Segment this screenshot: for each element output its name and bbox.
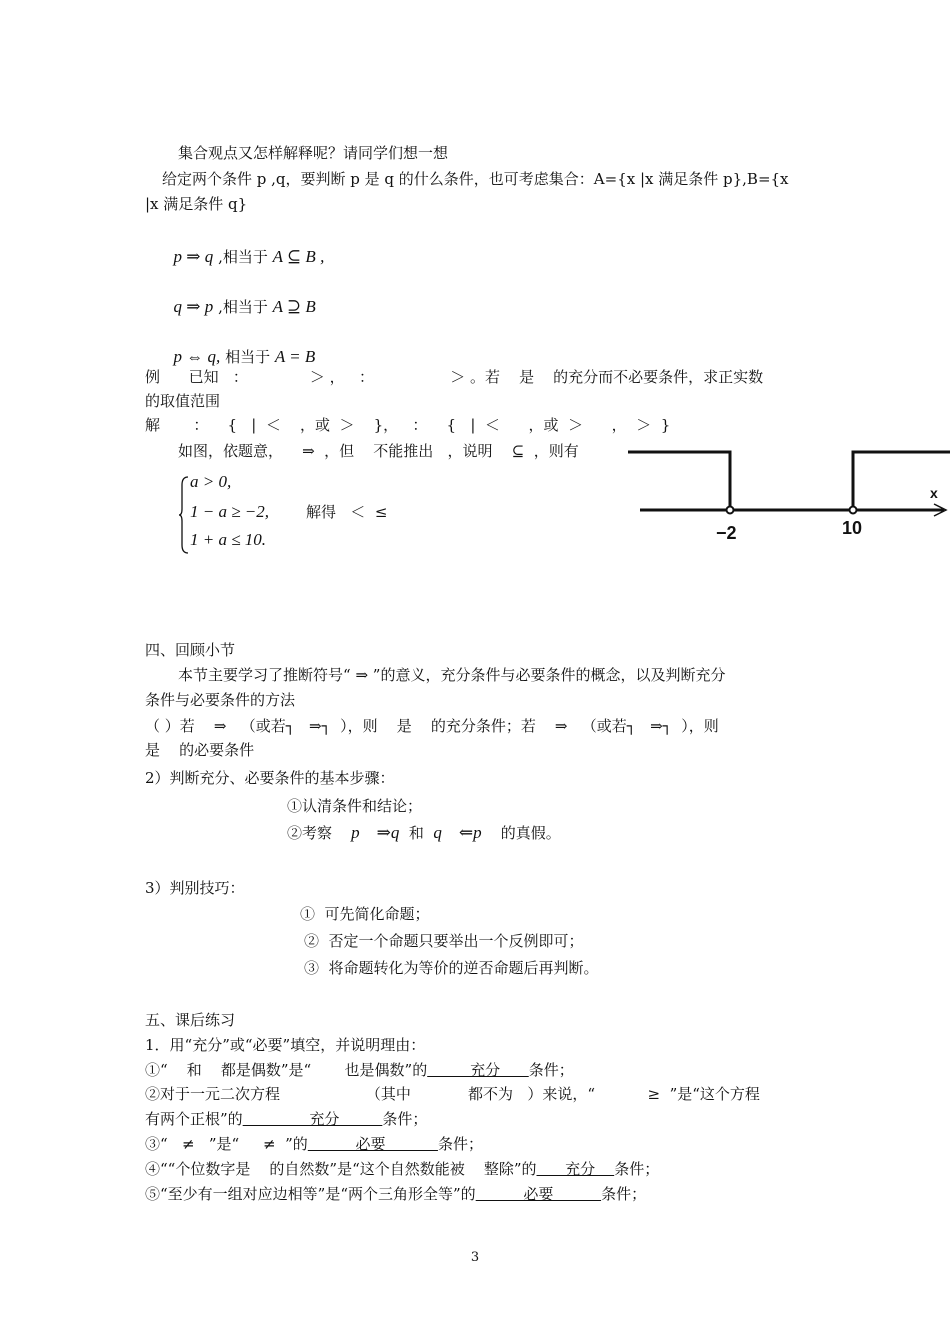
review-tip-3: ③ 将命题转化为等价的逆否命题后再判断。 [304,959,599,977]
formula-equal [164,327,315,367]
formula-mid: ,相当于 [213,248,273,266]
review-tip-2: ② 否定一个命题只要举出一个反例即可； [304,932,584,950]
formula-rhs: A ⊆ B , [272,247,325,266]
answer-text: 条件； [528,1061,574,1079]
answer-blank: 必要 [307,1135,438,1153]
exercise-q1: 1．用“充分”或“必要”填空，并说明理由： [145,1036,426,1054]
step-math-2: q ⇐p [433,823,482,842]
answer-text: 条件； [601,1185,647,1203]
exercise-answer-4 [145,1159,659,1179]
review-tip-1: ① 可先简化命题； [300,905,430,923]
review-item-3: 3）判别技巧： [145,879,245,897]
answer-text: ④““个位数字是 的自然数”是“这个自然数能被 整除”的 [145,1160,537,1178]
step-text: ②考察 [287,824,352,842]
answer-blank: 充分 [427,1061,529,1079]
system-brace-icon [179,476,189,554]
answer-text: 条件； [437,1135,483,1153]
exercise-answer-5 [145,1184,646,1204]
intro-line-1: 集合观点又怎样解释呢？请同学们想一想 [178,144,449,162]
exercise-answer-1 [145,1060,574,1080]
review-item-2: 2）判断充分、必要条件的基本步骤： [145,769,395,787]
number-line-diagram [620,446,950,546]
review-item-1a: （ ）若 ⇒ （或若┐ ⇒┐ ），则 是 的充分条件；若 ⇒ （或若┐ ⇒┐ ），则 [145,717,719,735]
formula-rhs: A ⊇ B [272,297,316,316]
review-para-1: 本节主要学习了推断符号“ ⇒ ”的意义，充分条件与必要条件的概念，以及判断充分 [178,666,726,684]
formula-rhs: A = B [274,347,316,366]
review-heading: 四、回顾小节 [145,641,236,659]
formula-lhs: p ⇒ q [173,247,214,266]
answer-text: ⑤“至少有一组对应边相等”是“两个三角形全等”的 [145,1185,476,1203]
formula-mid: 相当于 [220,348,275,366]
formula-mid: ,相当于 [213,298,273,316]
answer-text: 条件； [614,1160,660,1178]
answer-text: ③“ ≠ ”是“ ≠ ”的 [145,1135,308,1153]
intro-line-3: |x 满足条件 q} [145,195,248,213]
step-math-1: p ⇒q [351,823,400,842]
tick-label-neg2: −2 [716,523,737,543]
formula-lhs: p ⇔ q, [173,347,221,366]
solution-reasoning: 如图，依题意， ⇒ ，但 不能推出 ，说明 ⊆ ，则有 [178,442,579,460]
formula-subset [164,227,324,267]
review-item-1b: 是 的必要条件 [145,741,255,759]
system-eq-1: a > 0, [190,472,232,491]
exercise-answer-3 [145,1134,483,1154]
exercise-answer-2 [145,1109,427,1129]
open-point-icon [727,507,734,514]
solution-line: 解 ： { | ＜ ，或 ＞ }， ： { | ＜ ，或 ＞ ， ＞ } [145,416,671,434]
system-eq-3: 1 + a ≤ 10. [190,530,267,549]
system-eq-2: 1 − a ≥ −2, [190,502,270,521]
answer-text: 条件； [382,1110,428,1128]
formula-lhs: q ⇒ p [173,297,214,316]
answer-blank: 充分 [536,1160,615,1178]
answer-blank: 必要 [475,1185,602,1203]
axis-label-x: x [930,485,938,501]
intro-line-2: 给定两个条件 p ,q，要判断 p 是 q 的什么条件，也可考虑集合：A={x |x 满足条件 p},B={x [162,170,789,188]
step-text: 和 [399,824,434,842]
example-line-1: 例 已知 ： ＞ ， ： ＞ 。若 是 的充分而不必要条件，求正实数 [145,368,764,386]
review-step-2 [287,823,561,843]
formula-superset [164,277,316,317]
step-text: 的真假。 [481,824,561,842]
answer-text: ①“ 和 都是偶数”是“ 也是偶数”的 [145,1061,428,1079]
review-para-2: 条件与必要条件的方法 [145,691,296,709]
example-line-2: 的取值范围 [145,392,221,410]
answer-text: 有两个正根”的 [145,1110,243,1128]
page-number: 3 [470,1250,480,1265]
tick-label-10: 10 [842,518,863,538]
exercise-heading: 五、课后练习 [145,1011,236,1029]
answer-blank: 充分 [242,1110,383,1128]
solve-result: 解得 ＜ ≤ [306,503,388,521]
open-point-icon [850,507,857,514]
review-step-1: ①认清条件和结论； [287,797,423,815]
exercise-answer-2-line-1: ②对于一元二次方程 （其中 都不为 ）来说，“ ≥ ”是“这个方程 [145,1085,760,1103]
